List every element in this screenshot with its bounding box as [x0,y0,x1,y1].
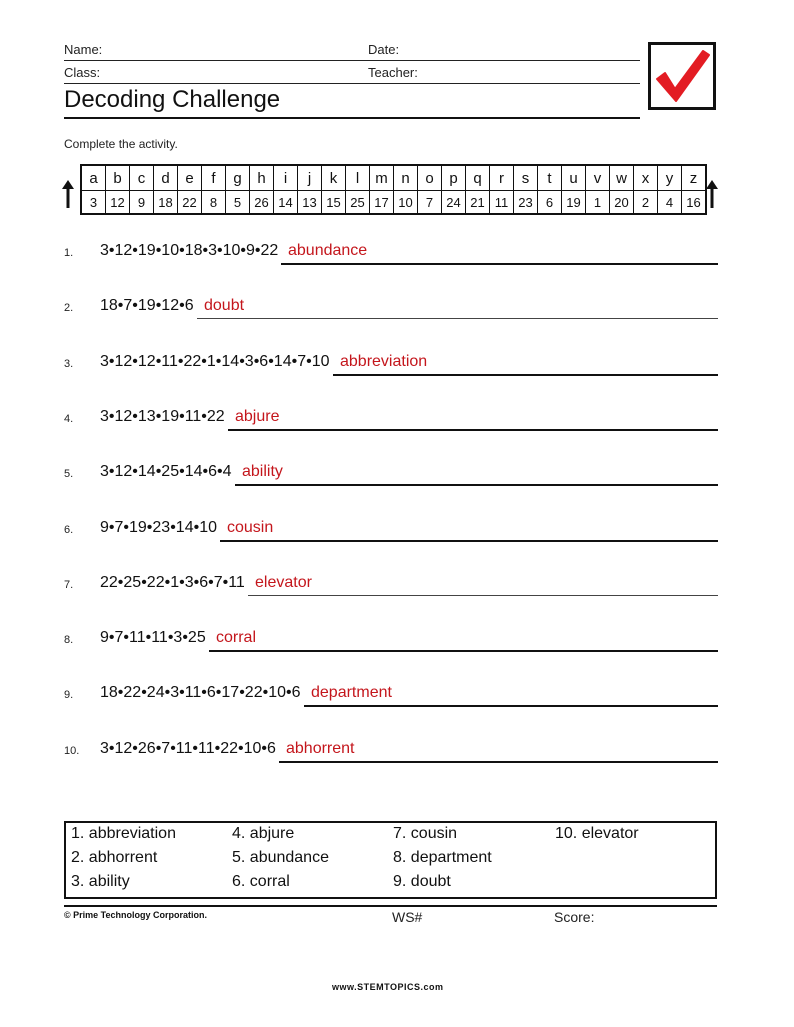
problem-number: 7. [64,579,74,591]
cipher-number: 1 [586,191,610,215]
cipher-number: 22 [178,191,202,215]
word-bank-item: 7. cousin [393,825,458,842]
cipher-number: 14 [274,191,298,215]
problem-number: 9. [64,689,74,701]
problem-number: 5. [64,468,74,480]
instructions: Complete the activity. [64,137,178,151]
cipher-letter: y [658,165,682,191]
answer-line [235,484,718,486]
up-arrow-icon-right [706,180,718,212]
cipher-number: 3 [81,191,106,215]
teacher-label: Teacher: [368,65,418,80]
cipher-letters-row [81,165,706,191]
class-label: Class: [64,65,101,80]
answer-field[interactable]: abundance [288,242,368,259]
word-bank-item: 1. abbreviation [71,825,176,842]
cipher-letter: d [154,165,178,191]
score-label: Score: [554,909,595,925]
cipher-letter: w [610,165,634,191]
word-bank-item: 10. elevator [555,825,639,842]
name-date-line [64,60,640,61]
cipher-number: 8 [202,191,226,215]
problem-number: 3. [64,358,74,370]
word-bank-item: 4. abjure [232,825,295,842]
answer-line [304,705,718,707]
cipher-letter: a [81,165,106,191]
cipher-letter: k [322,165,346,191]
problem-code: 18•7•19•12•6 [100,297,194,314]
cipher-number: 12 [106,191,130,215]
cipher-number: 9 [130,191,154,215]
problem-code: 9•7•11•11•3•25 [100,629,206,646]
word-bank-item: 2. abhorrent [71,849,158,866]
cipher-number: 7 [418,191,442,215]
cipher-number: 6 [538,191,562,215]
cipher-letter: m [370,165,394,191]
cipher-numbers-row [81,191,706,215]
problem-number: 8. [64,634,74,646]
cipher-number: 26 [250,191,274,215]
answer-line [279,761,718,763]
answer-line [220,540,718,542]
answer-field[interactable]: abjure [235,408,280,425]
answer-line [248,595,718,596]
cipher-number: 4 [658,191,682,215]
cipher-letter: e [178,165,202,191]
cipher-letter: s [514,165,538,191]
cipher-letter: n [394,165,418,191]
cipher-letter: p [442,165,466,191]
class-teacher-line [64,83,640,84]
footer-line [64,905,717,907]
cipher-number: 2 [634,191,658,215]
word-bank [64,821,717,899]
problem-code: 3•12•13•19•11•22 [100,408,225,425]
problem-code: 3•12•14•25•14•6•4 [100,463,232,480]
answer-line [228,429,718,431]
problem-code: 22•25•22•1•3•6•7•11 [100,574,245,591]
cipher-letter: h [250,165,274,191]
name-label: Name: [64,42,103,57]
answer-field[interactable]: corral [216,629,257,646]
answer-field[interactable]: ability [242,463,283,480]
problem-code: 3•12•12•11•22•1•14•3•6•14•7•10 [100,353,330,370]
cipher-number: 24 [442,191,466,215]
problem-number: 1. [64,247,74,259]
answer-line [333,374,718,376]
cipher-number: 18 [154,191,178,215]
cipher-number: 13 [298,191,322,215]
answer-field[interactable]: abhorrent [286,740,355,757]
cipher-number: 21 [466,191,490,215]
answer-field[interactable]: department [311,684,392,701]
cipher-number: 11 [490,191,514,215]
title-underline [64,117,640,119]
cipher-number: 5 [226,191,250,215]
checkmark-box [648,42,716,110]
website: www.STEMTOPICS.com [332,982,444,992]
problem-number: 10. [64,745,80,757]
answer-field[interactable]: cousin [227,519,274,536]
cipher-letter: i [274,165,298,191]
cipher-letter: c [130,165,154,191]
problem-code: 3•12•26•7•11•11•22•10•6 [100,740,276,757]
problem-code: 18•22•24•3•11•6•17•22•10•6 [100,684,301,701]
problem-code: 3•12•19•10•18•3•10•9•22 [100,242,279,259]
cipher-number: 10 [394,191,418,215]
cipher-number: 23 [514,191,538,215]
cipher-number: 17 [370,191,394,215]
answer-field[interactable]: abbreviation [340,353,428,370]
word-bank-item: 8. department [393,849,492,866]
cipher-letter: o [418,165,442,191]
answer-field[interactable]: elevator [255,574,312,591]
problem-code: 9•7•19•23•14•10 [100,519,217,536]
cipher-letter: q [466,165,490,191]
cipher-number: 16 [682,191,707,215]
cipher-letter: b [106,165,130,191]
cipher-letter: g [226,165,250,191]
date-label: Date: [368,42,400,57]
word-bank-item: 3. ability [71,873,130,890]
cipher-number: 20 [610,191,634,215]
cipher-number: 19 [562,191,586,215]
word-bank-item: 6. corral [232,873,290,890]
up-arrow-icon-left [62,180,74,212]
cipher-letter: t [538,165,562,191]
cipher-letter: l [346,165,370,191]
problem-number: 4. [64,413,74,425]
cipher-letter: r [490,165,514,191]
cipher-letter: j [298,165,322,191]
cipher-letter: x [634,165,658,191]
cipher-key-table [80,164,707,215]
checkmark-icon [651,45,713,107]
answer-field[interactable]: doubt [204,297,245,314]
cipher-letter: u [562,165,586,191]
ws-label: WS# [392,909,423,925]
cipher-number: 25 [346,191,370,215]
word-bank-item: 5. abundance [232,849,329,866]
page-title: Decoding Challenge [64,86,281,113]
cipher-letter: f [202,165,226,191]
answer-line [281,263,718,265]
cipher-letter: v [586,165,610,191]
answer-line [209,650,718,652]
problem-number: 6. [64,524,74,536]
cipher-letter: z [682,165,707,191]
copyright: © Prime Technology Corporation. [64,910,207,920]
cipher-number: 15 [322,191,346,215]
answer-line [197,318,718,319]
problem-number: 2. [64,302,74,314]
word-bank-item: 9. doubt [393,873,451,890]
